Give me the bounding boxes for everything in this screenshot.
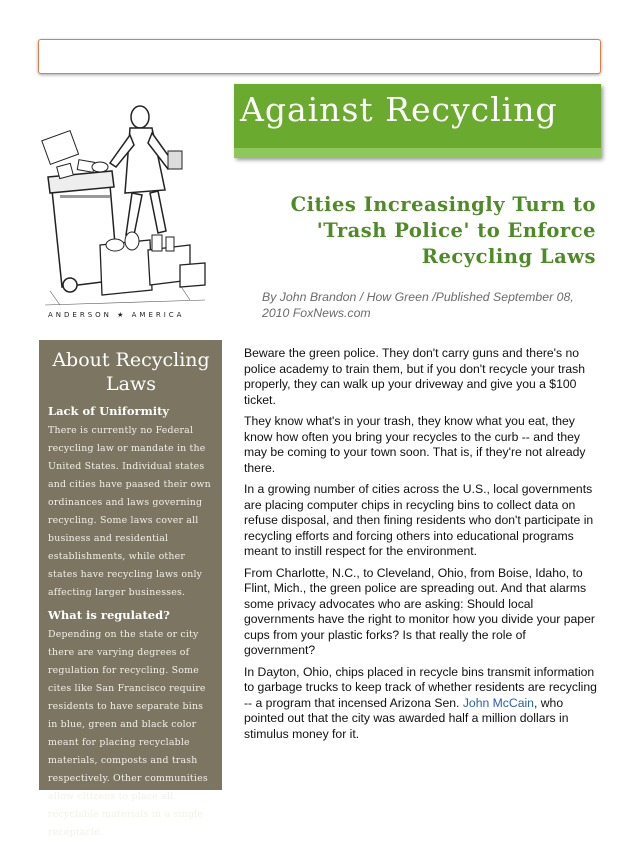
title-banner (234, 84, 601, 158)
article-paragraph: In a growing number of cities across the U.S., local governments are placing computer chips in recycling bins to collect data on refuse disposal, and then fining residents who don't participate in recycling efforts and forcing others into educational programs meant to instill respect for the environment. (244, 482, 594, 558)
byline-line-1: By John Brandon / How Green /Published September 08, (262, 290, 574, 304)
article-headline: Cities Increasingly Turn to 'Trash Police' to Enforce Recycling Laws (290, 193, 596, 268)
paragraph-text: , who pointed out that the city was awarded half a million dollars in stimulus money for it. (244, 695, 569, 741)
recycling-inspector-illustration (40, 95, 210, 320)
sidebar-heading: Lack of Uniformity (48, 404, 170, 418)
sidebar-heading: What is regulated? (48, 608, 170, 622)
article-paragraph: Beware the green police. They don't carry guns and there's no police academy to train them, but if you don't recycle your trash properly, they can walk up your driveway and give you a $100 ticket. (244, 346, 586, 407)
sidebar-text: Depending on the state or city there are varying degrees of regulation for recycling. Some cites like San Francisco require residents to have separate bins in blue, green and black color meant for placing recyclable materials, composts and trash respectively. Other communities allow citizens to place all recyclable materials in a single receptacle. (48, 629, 208, 838)
illustration-caption: ANDERSON ★ AMERICA (48, 311, 185, 319)
sidebar-about-recycling-laws (39, 340, 222, 838)
sidebar-title: About Recycling Laws (52, 349, 210, 395)
article-paragraph: They know what's in your trash, they know what you eat, they know how often you bring your recycles to the curb -- and they may be coming to your town soon. That is, if they're not already there. (244, 414, 586, 475)
article-paragraph (244, 665, 599, 743)
header-bar (38, 39, 601, 74)
article-body (244, 346, 599, 748)
banner-stripe (234, 148, 601, 158)
sidebar-text: There is currently no Federal recycling law or mandate in the United States. Individual states and cities have paased their own ordinances and laws governing recycling. Some laws cover all business and residential establishments, while other states have recycling laws only affecting larger businesses. (48, 425, 211, 598)
page-title: Against Recycling (240, 90, 558, 129)
article-paragraph: From Charlotte, N.C., to Cleveland, Ohio, from Boise, Idaho, to Flint, Mich., the green police are spreading out. And that alarms some privacy advocates who are asking: Should local governments have the right to monitor how you divide your paper cups from your plastic forks? Is that really the role of government? (244, 565, 595, 657)
byline-line-2: 2010 FoxNews.com (262, 306, 371, 320)
byline (262, 289, 602, 321)
paragraph-text: In Dayton, Ohio, chips placed in recycle bins transmit information to garbage trucks to keep track of whether residents are recycling -- a program that incensed Arizona Sen. (244, 664, 597, 710)
john-mccain-link[interactable]: John McCain (462, 695, 534, 710)
